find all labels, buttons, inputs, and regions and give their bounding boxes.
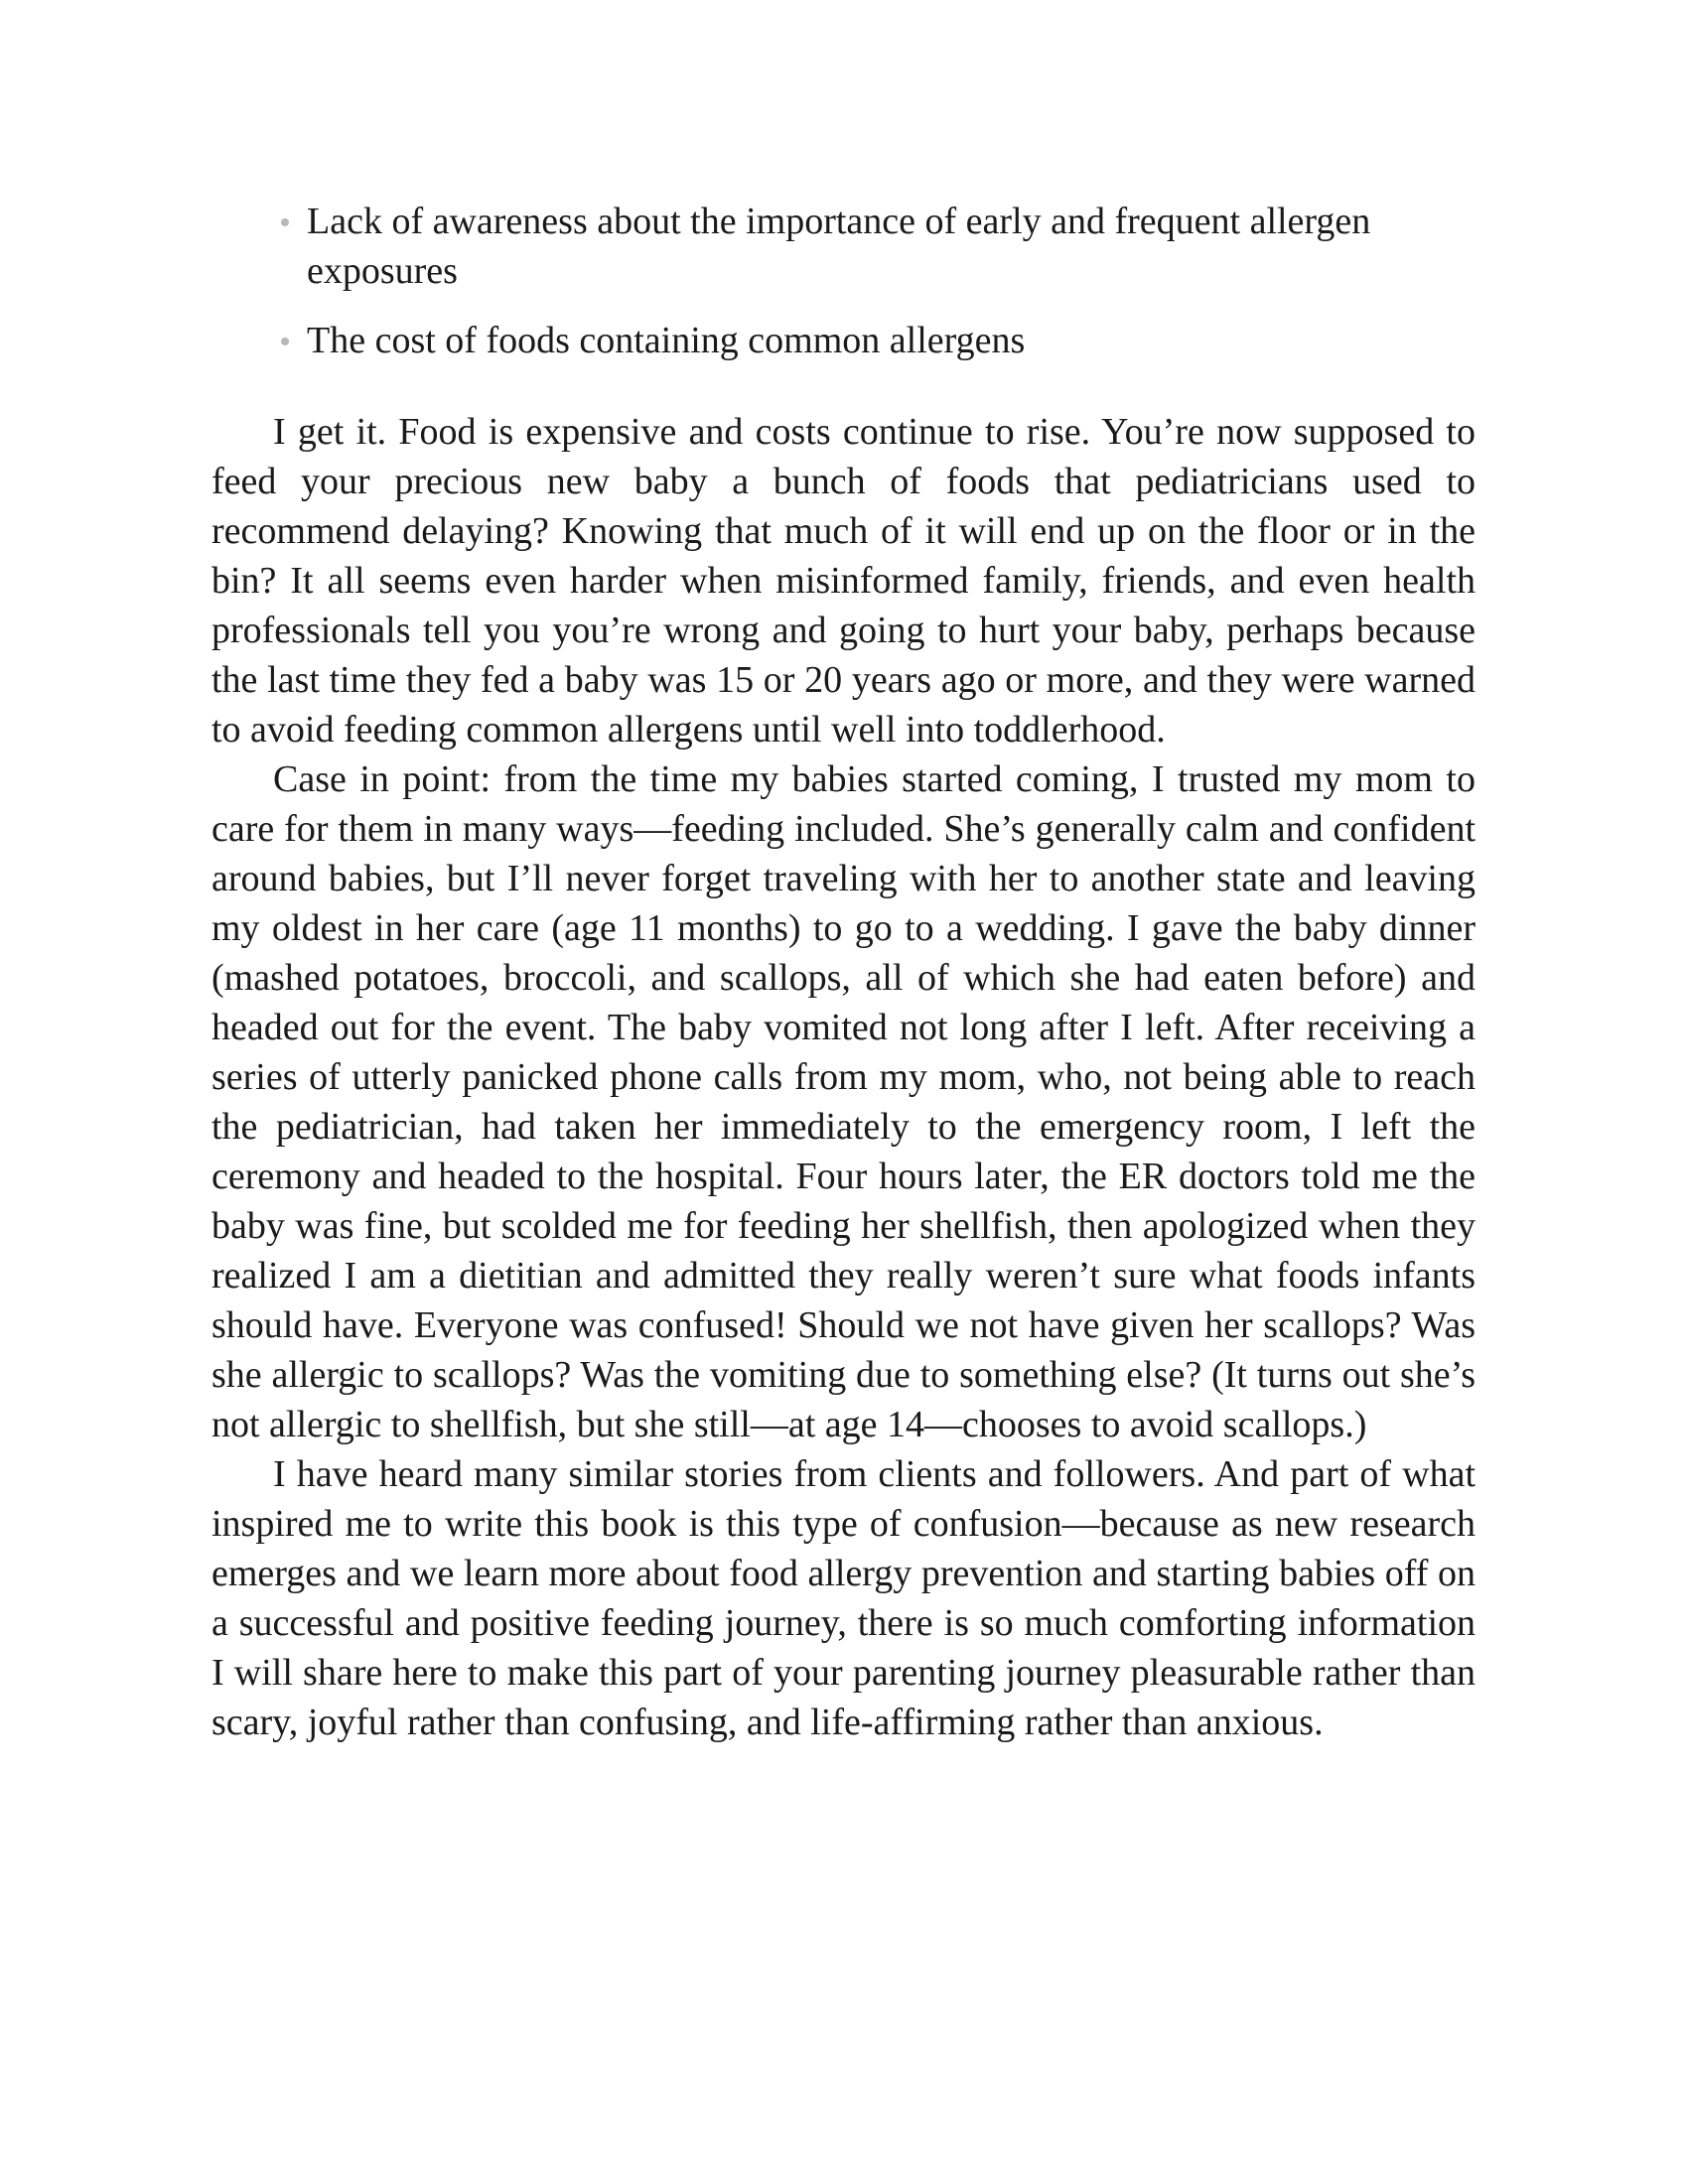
paragraph: I have heard many similar stories from clients and followers. And part of what inspired me to write this book is this type of confusion—because as new research emerges and we learn more about food allergy prevention and starting babies off on a successful and positive feeding journey, there is so much comforting information I will share here to make this part of your parenting journey pleasurable rather than scary, joyful rather than confusing, and life-affirming rather than anxious. [211, 1453, 1476, 1743]
paragraph: I get it. Food is expensive and costs continue to rise. You’re now supposed to feed your precious new baby a bunch of foods that pediatricians used to recommend delaying? Knowing that much of it will end up on the floor or in the bin? It all seems even harder when misinformed family, friends, and even health professionals tell you you’re wrong and going to hurt your baby, perhaps because the last time they fed a baby was 15 or 20 years ago or more, and they were warned to avoid feeding common allergens until well into toddlerhood. [211, 411, 1476, 751]
list-item [211, 197, 1476, 296]
document-page [211, 197, 1476, 1747]
bullet-list [211, 197, 1476, 365]
list-item [211, 316, 1476, 365]
bullet-text: The cost of foods containing common allergens [307, 320, 1026, 361]
bullet-dot-icon [281, 218, 289, 226]
body-text [211, 407, 1476, 1747]
bullet-dot-icon [281, 338, 289, 345]
bullet-text: Lack of awareness about the importance of early and frequent allergen exposures [307, 201, 1371, 292]
paragraph: Case in point: from the time my babies started coming, I trusted my mom to care for them in many ways—feeding included. She’s generally calm and confident around babies, but I’ll never forget traveling with her to another state and leaving my oldest in her care (age 11 months) to go to a wedding. I gave the baby dinner (mashed potatoes, broccoli, and scallops, all of which she had eaten before) and headed out for the event. The baby vomited not long after I left. After receiving a series of utterly panicked phone calls from my mom, who, not being able to reach the pediatrician, had taken her immediately to the emergency room, I left the ceremony and headed to the hospital. Four hours later, the ER doctors told me the baby was fine, but scolded me for feeding her shellfish, then apologized when they realized I am a dietitian and admitted they really weren’t sure what foods infants should have. Everyone was confused! Should we not have given her scallops? Was she allergic to scallops? Was the vomiting due to something else? (It turns out she’s not allergic to shellfish, but she still—at age 14—chooses to avoid scallops.) [211, 758, 1476, 1445]
